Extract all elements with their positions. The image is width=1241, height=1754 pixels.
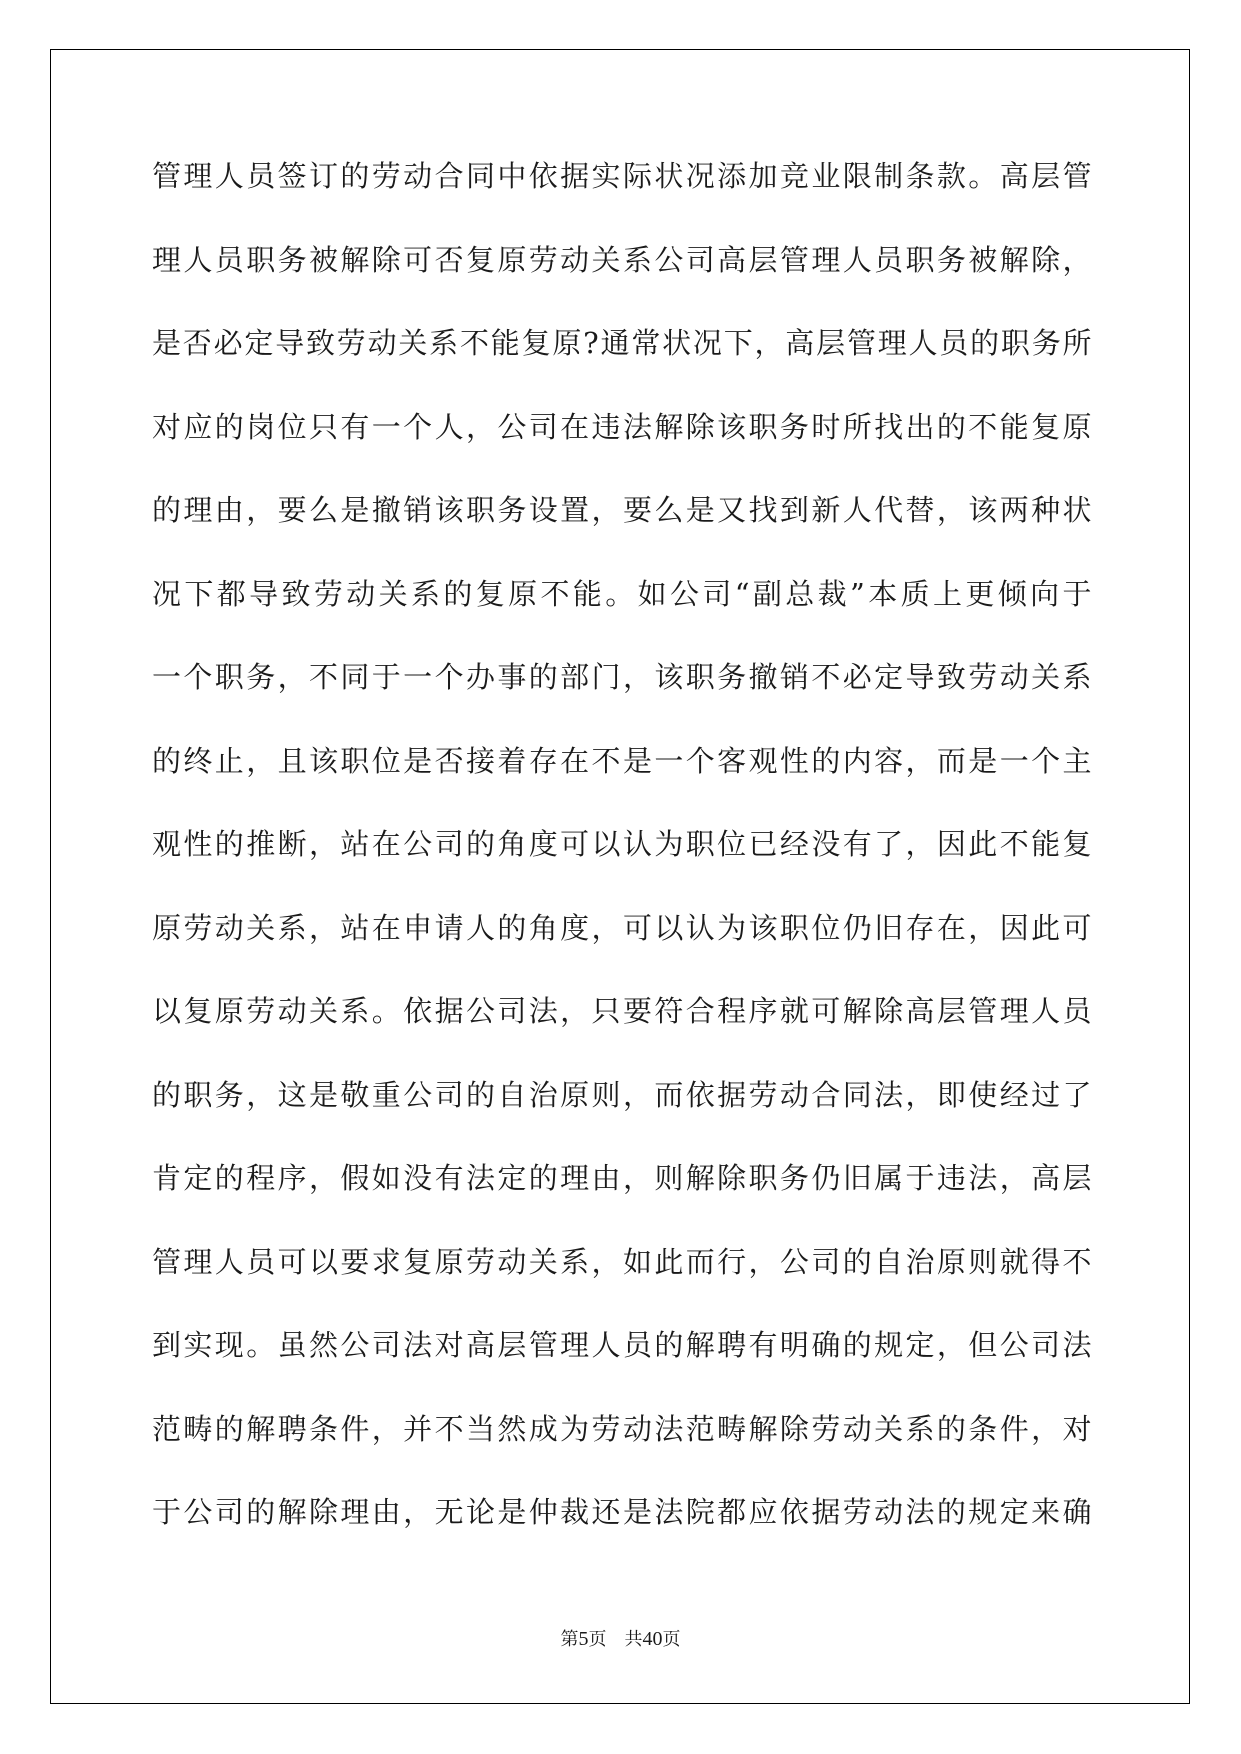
text-line: 管理人员可以要求复原劳动关系，如此而行，公司的自治原则就得不 (152, 1244, 1092, 1279)
text-line: 的理由，要么是撤销该职务设置，要么是又找到新人代替，该两种状 (152, 493, 1092, 527)
document-body (152, 158, 1092, 1578)
text-line: 范畴的解聘条件，并不当然成为劳动法范畴解除劳动关系的条件，对 (152, 1411, 1092, 1446)
page-footer (0, 1625, 1241, 1651)
text-line: 的职务，这是敬重公司的自治原则，而依据劳动合同法，即使经过了 (152, 1077, 1092, 1112)
text-line: 于公司的解除理由，无论是仲裁还是法院都应依据劳动法的规定来确 (152, 1495, 1092, 1529)
footer-prefix: 第 (560, 1629, 579, 1650)
text-line: 观性的推断，站在公司的角度可以认为职位已经没有了，因此不能复 (152, 827, 1092, 861)
footer-mid: 页 共 (588, 1629, 643, 1650)
text-line: 况下都导致劳动关系的复原不能。如公司“副总裁”本质上更倾向于 (152, 576, 1092, 611)
text-line: 原劳动关系，站在申请人的角度，可以认为该职位仍旧存在，因此可 (152, 910, 1092, 945)
text-line: 以复原劳动关系。依据公司法，只要符合程序就可解除高层管理人员 (152, 994, 1092, 1028)
text-line: 的终止，且该职位是否接着存在不是一个客观性的内容，而是一个主 (152, 743, 1092, 778)
text-line: 肯定的程序，假如没有法定的理由，则解除职务仍旧属于违法，高层 (152, 1161, 1092, 1195)
text-line: 一个职务，不同于一个办事的部门，该职务撤销不必定导致劳动关系 (152, 660, 1092, 694)
text-line: 对应的岗位只有一个人，公司在违法解除该职务时所找出的不能复原 (152, 409, 1092, 444)
text-line: 理人员职务被解除可否复原劳动关系公司高层管理人员职务被解除， (152, 242, 1092, 277)
footer-suffix: 页 (662, 1629, 681, 1650)
total-page-count: 40 (642, 1628, 663, 1650)
text-line: 管理人员签订的劳动合同中依据实际状况添加竞业限制条款。高层管 (152, 159, 1092, 193)
current-page-number: 5 (578, 1628, 589, 1650)
text-line: 是否必定导致劳动关系不能复原?通常状况下，高层管理人员的职务所 (152, 326, 1092, 360)
text-line: 到实现。虽然公司法对高层管理人员的解聘有明确的规定，但公司法 (152, 1328, 1092, 1362)
